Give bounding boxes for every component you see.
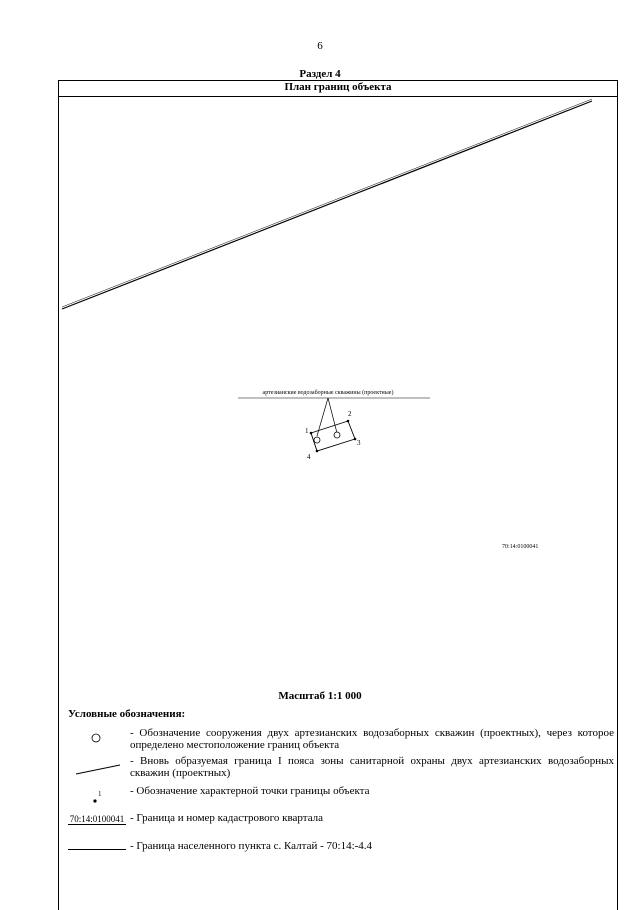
- point-label: 1: [305, 427, 309, 435]
- well-symbol-icon: [68, 731, 126, 745]
- point-label: 2: [348, 410, 352, 418]
- legend-title: Условные обозначения:: [68, 708, 186, 720]
- cadastral-symbol-icon: 70:14:0100041: [69, 814, 125, 824]
- legend-text: - Вновь образуемая граница I пояса зоны санитарной охраны двух артезианских водозаборных скважин (проектных): [130, 755, 614, 779]
- settlement-boundary-line: [62, 101, 592, 309]
- page-number: 6: [317, 40, 323, 52]
- boundary-point: [354, 438, 357, 441]
- legend-text: - Обозначение сооружения двух артезианских водозаборных скважин (проектных), через которое определено местоположение границ объекта: [130, 727, 614, 751]
- legend-item-zone-boundary: [68, 755, 614, 781]
- sanitary-zone-boundary: [311, 421, 355, 451]
- section-title: Раздел 4: [299, 68, 341, 80]
- cadastral-label: 70:14:0100041: [502, 544, 539, 550]
- well-circle: [334, 432, 340, 438]
- point-label: 3: [357, 439, 361, 447]
- well-circle: [314, 437, 320, 443]
- zone-boundary-symbol-icon: [68, 759, 126, 777]
- point-label: 4: [307, 453, 311, 461]
- boundary-point: [310, 432, 313, 435]
- scale-label: Масштаб 1:1 000: [278, 690, 362, 702]
- legend-text: - Граница населенного пункта с. Калтай - 70:14:-4.4: [130, 840, 373, 852]
- legend-item-point: [68, 785, 614, 807]
- wells-label: артезианские водозаборные скважины (проектные): [262, 390, 394, 396]
- settlement-boundary-symbol-icon: [68, 849, 126, 850]
- point-symbol-icon: [68, 785, 126, 807]
- plan-title: План границ объекта: [58, 80, 618, 97]
- boundary-plan: [58, 97, 618, 687]
- boundary-point: [316, 450, 319, 453]
- legend-item-wells: [68, 727, 614, 753]
- svg-text:1: 1: [98, 790, 102, 798]
- boundary-point: [347, 420, 350, 423]
- legend-text: - Граница и номер кадастрового квартала: [130, 812, 324, 824]
- legend-text: - Обозначение характерной точки границы объекта: [130, 785, 370, 797]
- legend-item-cadastral: [68, 812, 614, 832]
- legend-item-settlement: [68, 840, 614, 856]
